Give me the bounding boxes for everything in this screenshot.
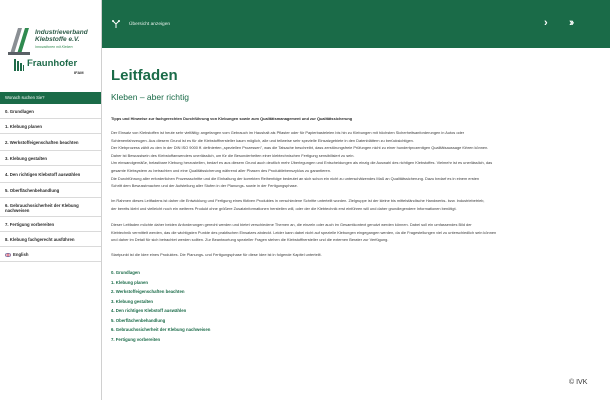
fraunhofer-logo-mark-icon <box>14 59 24 71</box>
top-bar <box>102 0 610 48</box>
sidebar-item-label: 6. Gebrauchssicherheit der Klebung nachweisen <box>5 203 79 213</box>
last-page-double-chevron-right-icon[interactable]: ›› <box>569 17 573 29</box>
sidebar-item-fertigung-vorbereiten[interactable] <box>0 218 101 232</box>
chapter-link-klebung-planen[interactable]: 1. Klebung planen <box>111 279 149 285</box>
sidebar-item-label: English <box>13 252 29 257</box>
ivk-tagline: Innovationen mit Kleben <box>35 45 73 49</box>
paragraph-1-line: Die Durchführung aller erforderlichen Prozessschritte und die Einhaltung der korrekten Reihenfolge bedeutet an sich schon ein nicht zu unterschätzendes Maß an Qualitätssicherung. Dazu bedarf es in einem ersten <box>111 175 480 181</box>
sidebar <box>0 0 102 400</box>
paragraph-1-line: Der Einsatz von Klebstoffen ist heute sehr vielfältig: angefangen vom Gebrauch im Haushalt als Pflaster oder für Papierbasteleien bis hin zu Klebungen mit höchsten Sicherheitsanforderungen in Autos oder <box>111 130 465 135</box>
sidebar-item-werkstoffeigenschaften[interactable] <box>0 135 101 151</box>
fraunhofer-logo[interactable] <box>14 58 98 82</box>
sidebar-item-klebung-planen[interactable] <box>0 120 101 134</box>
paragraph-1-line: Daher ist Bewusstsein des Klebstoffanwenders unerlässlich, um für die Besonderheiten einer klebtechnischen Fertigung sensibilisiert zu sein. <box>111 152 355 158</box>
chapter-link-fertigung-vorbereiten[interactable]: 7. Fertigung vorbereiten <box>111 336 161 342</box>
chapter-link-werkstoffeigenschaften[interactable]: 2. Werkstoffeigenschaften beachten <box>111 289 185 294</box>
paragraph-1-line: Schritt dem Bewusstmachen und der Aufstellung aller Stufen in der Planungs- sowie in der Fertigungsphase. <box>111 183 298 189</box>
intro-heading: Tipps und Hinweise zur fachgerechten Durchführung von Klebungen sowie zum Qualitätsmanagement und zur Qualitätssicherung <box>111 116 353 121</box>
ivk-logo-mark-icon <box>8 26 30 56</box>
paragraph-3-line: Klebtechnik vermittelt werden, das die wichtigsten Punkte des praktischen Einsatzes abdeckt. Leider kann dabei nicht auf spezielle Klebungen eingegangen werden, da die Fragestellungen viel zu unterschiedlich sein können <box>111 229 497 235</box>
sidebar-item-grundlagen[interactable] <box>0 105 101 119</box>
sidebar-item-klebstoff-auswaehlen[interactable] <box>0 167 101 183</box>
sidebar-item-klebung-ausfuehren[interactable] <box>0 233 101 247</box>
chapter-link-gebrauchssicherheit[interactable]: 6. Gebrauchssicherheit der Klebung nachweisen <box>111 327 211 332</box>
chapter-link-oberflaechenbehandlung[interactable]: 5. Oberflächenbehandlung <box>111 317 166 323</box>
fraunhofer-sub: IFAM <box>74 70 84 75</box>
ivk-name-line1: Industrieverband <box>35 29 88 36</box>
next-page-chevron-right-icon[interactable]: › <box>544 17 548 29</box>
sidebar-item-label: 8. Klebung fachgerecht ausführen <box>5 237 75 242</box>
uk-flag-icon <box>5 253 11 257</box>
sidebar-item-english[interactable] <box>0 248 101 262</box>
copyright-notice: © IVK <box>569 379 588 386</box>
chapter-link-klebstoff-auswaehlen[interactable]: 4. Den richtigen Klebstoff auswählen <box>111 308 187 313</box>
overview-link[interactable]: Übersicht anzeigen <box>129 22 171 27</box>
sidebar-item-label: 3. Klebung gestalten <box>5 156 48 161</box>
search-bar[interactable]: Wonach suchen Sie? <box>0 92 101 104</box>
sidebar-item-oberflaechenbehandlung[interactable] <box>0 184 101 198</box>
overview-branch-icon[interactable] <box>111 19 121 29</box>
page-subtitle: Kleben – aber richtig <box>111 92 189 102</box>
ivk-logo[interactable] <box>8 26 96 62</box>
sidebar-item-gebrauchssicherheit[interactable] <box>0 199 101 217</box>
sidebar-item-label: 0. Grundlagen <box>5 109 34 114</box>
paragraph-3-line: und daher im Detail für sich betrachtet werden sollten. Zur Beantwortung spezieller Fragen stehen die Klebstoffhersteller und die externen Berater zur Verfügung. <box>111 237 389 243</box>
sidebar-item-label: 1. Klebung planen <box>5 124 43 129</box>
paragraph-2-line: der bereits klebt und vielleicht noch ein weiteres Produkt ohne größere Zusatzinformationen herstellen will, oder der die Klebtechnik erst einführen will und daher grundlegendere Informationen benötigt. <box>111 205 457 211</box>
sidebar-item-label: 4. Den richtigen Klebstoff auswählen <box>5 172 81 177</box>
sidebar-item-label: 2. Werkstoffeigenschaften beachten <box>5 140 79 145</box>
paragraph-3-line: Dieser Leitfaden möchte daher beiden Anforderungen gerecht werden und bietet verschiedene Themen an, die einzeln oder auch im Gesamtkontext genutzt werden können. Dabei soll ein umfassendes Bild der <box>111 222 472 227</box>
paragraph-1-line: Der Klebprozess zählt zu den in der DIN ISO 9000 ff. definierten „speziellen Prozessen", was die Tatsache beschreibt, dass zerstörungsfreie Prüfungen nicht zu einer hundertprozentigen Qualitätsaussage führen können. <box>111 145 489 151</box>
sidebar-item-label: 5. Oberflächenbehandlung <box>5 188 60 193</box>
page-title: Leitfaden <box>111 67 178 84</box>
sidebar-item-klebung-gestalten[interactable] <box>0 152 101 166</box>
paragraph-4: Startpunkt ist die Idee eines Produktes. Die Planungs- und Fertigungsphase für diese Idee ist in folgende Kapitel unterteilt. <box>111 252 322 257</box>
chapter-link-grundlagen[interactable]: 0. Grundlagen <box>111 270 140 275</box>
ivk-name-line2: Klebstoffe e.V. <box>35 36 80 43</box>
paragraph-1-line: gesamte Klebsystem zu betrachten und eine Qualitätssicherung während aller Phasen des Produktlebenszyklus zu garantieren. <box>111 168 331 173</box>
fraunhofer-name: Fraunhofer <box>27 58 78 69</box>
chapter-link-klebung-gestalten[interactable]: 3. Klebung gestalten <box>111 298 154 304</box>
paragraph-2-line: Im Rahmen dieses Leitfadens ist daher die Entwicklung und Fertigung eines fiktiven Produktes in verschiedene Schritte unterteilt worden. Zielgruppe ist der kleine bis mittelständische Handwerks- bzw. Industriebetrieb, <box>111 198 485 203</box>
paragraph-1-line: Schienenfahrzeugen. Aus diesem Grund ist es für die Klebstoffhersteller kaum möglich, alle und teilweise sehr spezielle Einsatzgebiete in den Datenblättern zu berücksichtigen. <box>111 137 414 143</box>
paragraph-1-line: Um einwandgemäße, belastbare Klebung herzustellen, bedarf es aus diesem Grund auch deutlich mehr Überlegungen und Entscheidungen als einzig die Auswahl des richtigen Klebstoffes. Vielmehr ist es unerlässlich, das <box>111 160 493 166</box>
sidebar-item-label: 7. Fertigung vorbereiten <box>5 222 55 227</box>
